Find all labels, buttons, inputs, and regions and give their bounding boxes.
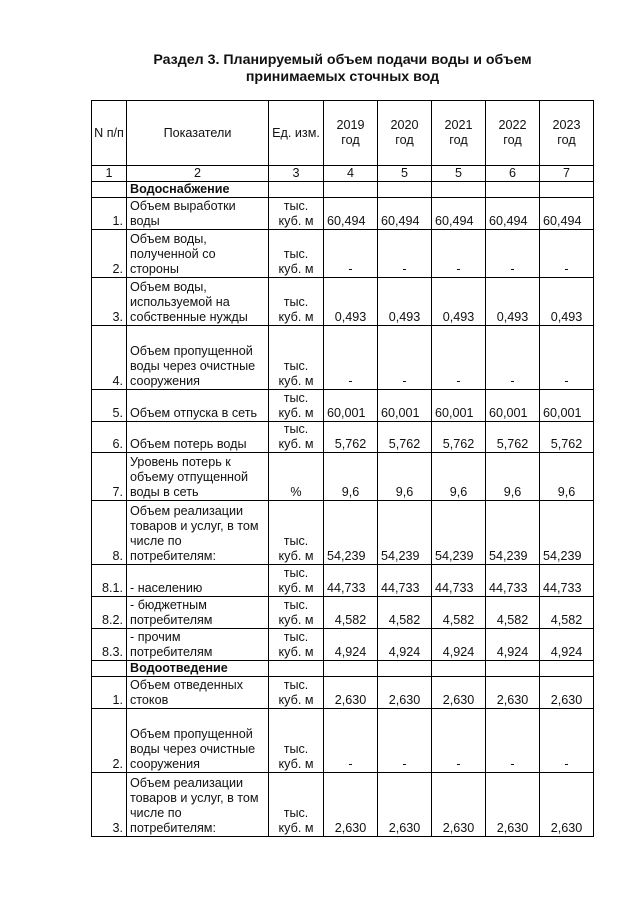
- header-year-2022: 2022 год: [486, 101, 540, 166]
- header-year-2021: 2021 год: [432, 101, 486, 166]
- value-cell: 2,630: [486, 773, 540, 837]
- value-cell: -: [540, 326, 594, 390]
- indicator-name: Объем реализации товаров и услуг, в том числе по потребителям:: [127, 773, 269, 837]
- row-number: 3.: [92, 278, 127, 326]
- value-cell: 2,630: [540, 773, 594, 837]
- value-cell: 2,630: [378, 677, 432, 709]
- table-row: [92, 629, 594, 661]
- table-row: [92, 709, 594, 773]
- table-row: [92, 773, 594, 837]
- value-cell: 2,630: [540, 677, 594, 709]
- table-row: [92, 565, 594, 597]
- empty-cell: [486, 182, 540, 198]
- indicator-name: Объем отведенных стоков: [127, 677, 269, 709]
- unit-cell: тыс. куб. м: [269, 597, 324, 629]
- value-cell: 9,6: [486, 453, 540, 501]
- value-cell: 0,493: [486, 278, 540, 326]
- table-row: [92, 677, 594, 709]
- section-row: [92, 661, 594, 677]
- empty-cell: [432, 182, 486, 198]
- unit-cell: тыс. куб. м: [269, 709, 324, 773]
- empty-cell: [540, 661, 594, 677]
- column-index: 6: [486, 166, 540, 182]
- value-cell: 44,733: [324, 565, 378, 597]
- value-cell: -: [378, 709, 432, 773]
- empty-cell: [378, 182, 432, 198]
- table-row: [92, 390, 594, 422]
- table-row: [92, 422, 594, 453]
- value-cell: 60,494: [378, 198, 432, 230]
- empty-cell: [324, 182, 378, 198]
- value-cell: -: [432, 326, 486, 390]
- value-cell: 5,762: [324, 422, 378, 453]
- empty-cell: [92, 182, 127, 198]
- value-cell: 54,239: [378, 501, 432, 565]
- indicator-name: Объем потерь воды: [127, 422, 269, 453]
- header-num: N п/п: [92, 101, 127, 166]
- indicator-name: Объем отпуска в сеть: [127, 390, 269, 422]
- value-cell: 4,582: [486, 597, 540, 629]
- column-index: 2: [127, 166, 269, 182]
- empty-cell: [378, 661, 432, 677]
- header-unit: Ед. изм.: [269, 101, 324, 166]
- value-cell: 60,494: [324, 198, 378, 230]
- table-row: [92, 278, 594, 326]
- header-row: [92, 101, 594, 166]
- value-cell: 2,630: [378, 773, 432, 837]
- value-cell: 5,762: [540, 422, 594, 453]
- value-cell: 0,493: [432, 278, 486, 326]
- empty-cell: [92, 661, 127, 677]
- value-cell: -: [324, 230, 378, 278]
- value-cell: 60,494: [486, 198, 540, 230]
- unit-cell: %: [269, 453, 324, 501]
- indicator-name: Объем воды, используемой на собственные нужды: [127, 278, 269, 326]
- value-cell: 60,494: [432, 198, 486, 230]
- row-number: 8.2.: [92, 597, 127, 629]
- value-cell: 44,733: [486, 565, 540, 597]
- value-cell: 60,001: [540, 390, 594, 422]
- value-cell: -: [432, 230, 486, 278]
- table-row: [92, 230, 594, 278]
- value-cell: 54,239: [324, 501, 378, 565]
- row-number: 8.: [92, 501, 127, 565]
- header-name: Показатели: [127, 101, 269, 166]
- indicator-name: Объем пропущенной воды через очистные сооружения: [127, 709, 269, 773]
- value-cell: 54,239: [432, 501, 486, 565]
- unit-cell: тыс. куб. м: [269, 278, 324, 326]
- indicator-name: Уровень потерь к объему отпущенной воды в сеть: [127, 453, 269, 501]
- indicator-name: - прочим потребителям: [127, 629, 269, 661]
- value-cell: 54,239: [540, 501, 594, 565]
- value-cell: 9,6: [432, 453, 486, 501]
- table-row: [92, 326, 594, 390]
- unit-cell: тыс. куб. м: [269, 422, 324, 453]
- value-cell: -: [324, 326, 378, 390]
- value-cell: 60,001: [324, 390, 378, 422]
- unit-cell: тыс. куб. м: [269, 629, 324, 661]
- value-cell: 60,001: [432, 390, 486, 422]
- indicator-name: Объем воды, полученной со стороны: [127, 230, 269, 278]
- column-index: 5: [378, 166, 432, 182]
- value-cell: 54,239: [486, 501, 540, 565]
- table-row: [92, 597, 594, 629]
- value-cell: -: [432, 709, 486, 773]
- value-cell: 2,630: [432, 773, 486, 837]
- row-number: 4.: [92, 326, 127, 390]
- header-year-2020: 2020 год: [378, 101, 432, 166]
- row-number: 6.: [92, 422, 127, 453]
- indicator-name: - бюджетным потребителям: [127, 597, 269, 629]
- section-row: [92, 182, 594, 198]
- column-index: 3: [269, 166, 324, 182]
- unit-cell: тыс. куб. м: [269, 390, 324, 422]
- section-title: Водоотведение: [127, 661, 269, 677]
- value-cell: 4,582: [378, 597, 432, 629]
- indicator-name: Объем выработки воды: [127, 198, 269, 230]
- row-number: 5.: [92, 390, 127, 422]
- value-cell: 2,630: [432, 677, 486, 709]
- value-cell: 4,924: [486, 629, 540, 661]
- value-cell: 2,630: [324, 773, 378, 837]
- row-number: 1.: [92, 198, 127, 230]
- value-cell: 4,924: [324, 629, 378, 661]
- value-cell: 4,924: [432, 629, 486, 661]
- value-cell: 5,762: [378, 422, 432, 453]
- row-number: 3.: [92, 773, 127, 837]
- unit-cell: тыс. куб. м: [269, 501, 324, 565]
- header-year-2019: 2019 год: [324, 101, 378, 166]
- unit-cell: тыс. куб. м: [269, 326, 324, 390]
- value-cell: 60,494: [540, 198, 594, 230]
- unit-cell: тыс. куб. м: [269, 773, 324, 837]
- value-cell: -: [378, 326, 432, 390]
- value-cell: 4,924: [378, 629, 432, 661]
- column-index-row: [92, 166, 594, 182]
- empty-cell: [486, 661, 540, 677]
- column-index: 1: [92, 166, 127, 182]
- empty-cell: [324, 661, 378, 677]
- indicator-name: Объем пропущенной воды через очистные сооружения: [127, 326, 269, 390]
- unit-cell: тыс. куб. м: [269, 677, 324, 709]
- value-cell: 0,493: [540, 278, 594, 326]
- empty-cell: [540, 182, 594, 198]
- value-cell: 44,733: [378, 565, 432, 597]
- row-number: 1.: [92, 677, 127, 709]
- empty-cell: [269, 661, 324, 677]
- column-index: 4: [324, 166, 378, 182]
- unit-cell: тыс. куб. м: [269, 198, 324, 230]
- empty-cell: [269, 182, 324, 198]
- header-year-2023: 2023 год: [540, 101, 594, 166]
- document-title: [90, 52, 595, 86]
- value-cell: 60,001: [486, 390, 540, 422]
- column-index: 7: [540, 166, 594, 182]
- value-cell: 2,630: [324, 677, 378, 709]
- row-number: 8.1.: [92, 565, 127, 597]
- value-cell: 9,6: [324, 453, 378, 501]
- value-cell: 44,733: [432, 565, 486, 597]
- value-cell: 0,493: [378, 278, 432, 326]
- column-index: 5: [432, 166, 486, 182]
- value-cell: -: [324, 709, 378, 773]
- value-cell: -: [378, 230, 432, 278]
- value-cell: -: [486, 326, 540, 390]
- value-cell: 4,582: [324, 597, 378, 629]
- value-cell: -: [540, 709, 594, 773]
- title-line-1: Раздел 3. Планируемый объем подачи воды и объем: [153, 52, 532, 68]
- value-cell: 5,762: [486, 422, 540, 453]
- indicator-name: Объем реализации товаров и услуг, в том числе по потребителям:: [127, 501, 269, 565]
- table-row: [92, 453, 594, 501]
- value-cell: 44,733: [540, 565, 594, 597]
- row-number: 8.3.: [92, 629, 127, 661]
- row-number: 2.: [92, 709, 127, 773]
- unit-cell: тыс. куб. м: [269, 230, 324, 278]
- table-row: [92, 198, 594, 230]
- indicator-name: - населению: [127, 565, 269, 597]
- title-line-2: принимаемых сточных вод: [245, 69, 440, 85]
- value-cell: 9,6: [540, 453, 594, 501]
- row-number: 2.: [92, 230, 127, 278]
- value-cell: 5,762: [432, 422, 486, 453]
- water-supply-table: [91, 100, 594, 837]
- table-row: [92, 501, 594, 565]
- section-title: Водоснабжение: [127, 182, 269, 198]
- value-cell: 9,6: [378, 453, 432, 501]
- value-cell: 2,630: [486, 677, 540, 709]
- value-cell: -: [540, 230, 594, 278]
- value-cell: -: [486, 709, 540, 773]
- value-cell: 4,924: [540, 629, 594, 661]
- unit-cell: тыс. куб. м: [269, 565, 324, 597]
- empty-cell: [432, 661, 486, 677]
- value-cell: 4,582: [540, 597, 594, 629]
- row-number: 7.: [92, 453, 127, 501]
- value-cell: -: [486, 230, 540, 278]
- value-cell: 0,493: [324, 278, 378, 326]
- value-cell: 4,582: [432, 597, 486, 629]
- value-cell: 60,001: [378, 390, 432, 422]
